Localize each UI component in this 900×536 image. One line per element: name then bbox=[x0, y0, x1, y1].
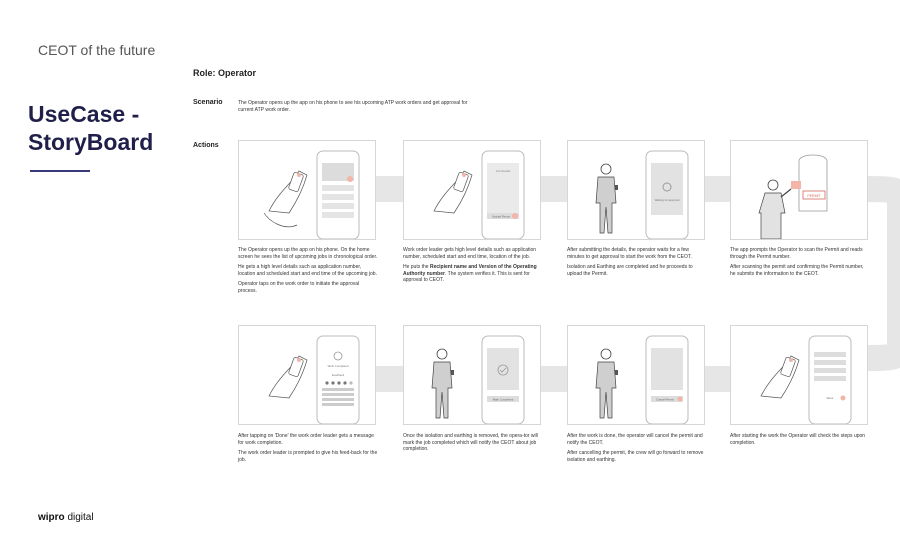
panel-7-illustration bbox=[568, 326, 704, 424]
panel-3-screen-text: Waiting for approval bbox=[654, 198, 680, 202]
panel-4-caption bbox=[730, 247, 870, 281]
panel-5-screen-top: Work Completed bbox=[327, 364, 349, 368]
role-heading: Role: Operator bbox=[193, 68, 257, 78]
title-line-1: UseCase - bbox=[28, 101, 140, 127]
panel-1-illustration bbox=[239, 141, 375, 239]
panel-3-caption bbox=[567, 247, 707, 281]
band-5 bbox=[375, 366, 405, 392]
panel-2-illustration bbox=[404, 141, 540, 239]
panel-2-text-2 bbox=[403, 264, 543, 284]
band-7 bbox=[703, 366, 733, 392]
brand-bold: wipro bbox=[38, 512, 65, 523]
panel-6-text-1: Once the isolation and earthing is removed, the opera-tor will mark the job completed which will notify the CEOT about job completion. bbox=[403, 433, 538, 452]
title-underline bbox=[30, 170, 90, 172]
panel-7-text-1: After the work is done, the operator will cancel the permit and notify the CEOT. bbox=[567, 433, 703, 446]
panel-5-screen-mid: Feedback bbox=[331, 373, 345, 377]
panel-8-screen-button: Done bbox=[826, 396, 834, 400]
panel-2-card bbox=[403, 140, 541, 240]
panel-2-caption bbox=[403, 247, 543, 288]
panel-5-card bbox=[238, 325, 376, 425]
title-line-2: StoryBoard bbox=[28, 129, 154, 155]
panel-4-sign: PERMIT bbox=[807, 194, 821, 198]
panel-2-text-2c: . The system verifies it. This is sent for approval to CEOT. bbox=[403, 270, 530, 283]
panel-1-text-1: The Operator opens up the app on his phone. On the home screen he sees the list of upcoming jobs in chronological order. bbox=[238, 247, 378, 260]
band-2 bbox=[540, 176, 570, 202]
panel-2-text-2b: Recipient name and Version of the Operating Authority number bbox=[403, 264, 537, 277]
panel-8-illustration bbox=[731, 326, 867, 424]
panel-2-screen-button: Upload Permit bbox=[492, 214, 510, 219]
panel-7-text-2: After cancelling the permit, the crew will go forward to remove isolation and earthing. bbox=[567, 450, 704, 463]
panel-7-caption bbox=[567, 433, 707, 467]
scenario-label: Scenario bbox=[193, 99, 223, 106]
panel-1-text-3: Operator taps on the work order to initiate the approval process. bbox=[238, 281, 360, 294]
panel-8-text-1: After starting the work the Operator will check the steps upon completion. bbox=[730, 433, 866, 446]
panel-3-card bbox=[567, 140, 705, 240]
panel-4-illustration bbox=[731, 141, 867, 239]
panel-8-caption bbox=[730, 433, 870, 450]
deck-subtitle: CEOT of the future bbox=[38, 42, 156, 58]
brand-logo bbox=[38, 512, 94, 523]
panel-7-screen-button: Cancel Permit bbox=[656, 397, 674, 402]
panel-2-text-1: Work order leader gets high level details such as application number, scheduled start and end time, location of the job. bbox=[403, 247, 537, 260]
brand-rest: digital bbox=[64, 512, 94, 523]
panel-6-caption bbox=[403, 433, 543, 457]
panel-5-text-1: After tapping on 'Done' the work order leader gets a message for work completion. bbox=[238, 433, 374, 446]
panel-4-card bbox=[730, 140, 868, 240]
panel-3-text-1: After submitting the details, the operator waits for a few minutes to get approval to start the work from the CEOT. bbox=[567, 247, 692, 260]
band-3 bbox=[703, 176, 733, 202]
panel-8-card bbox=[730, 325, 868, 425]
panel-1-card bbox=[238, 140, 376, 240]
actions-label: Actions bbox=[193, 142, 219, 149]
panel-6-screen-button: Mark Completed bbox=[492, 397, 514, 402]
panel-3-illustration bbox=[568, 141, 704, 239]
panel-5-illustration bbox=[239, 326, 375, 424]
panel-1-caption bbox=[238, 247, 378, 298]
panel-1-text-2: He gets a high level details such as application number, location and scheduled start and end time of the upcoming job. bbox=[238, 264, 377, 277]
panel-3-text-2: Isolation and Earthing are completed and he proceeds to upload the Permit. bbox=[567, 264, 693, 277]
band-1 bbox=[375, 176, 405, 202]
panel-5-text-2: The work order leader is prompted to give his feed-back for the job. bbox=[238, 450, 378, 463]
panel-6-illustration bbox=[404, 326, 540, 424]
panel-4-text-1: The app prompts the Operator to scan the Permit and reads through the Permit number. bbox=[730, 247, 863, 260]
panel-5-caption bbox=[238, 433, 378, 467]
panel-6-card bbox=[403, 325, 541, 425]
panel-4-text-2: After scanning the permit and confirming the Permit number, he submits the information to the CEOT. bbox=[730, 264, 864, 277]
panel-2-screen-top: Job Details bbox=[495, 169, 511, 173]
panel-2-text-2a: He puts the bbox=[403, 264, 430, 270]
panel-7-card bbox=[567, 325, 705, 425]
page-title bbox=[28, 100, 188, 156]
scenario-text: The Operator opens up the app on his phone to see his upcoming ATP work orders and get approval for current ATP work order. bbox=[238, 100, 468, 113]
band-6 bbox=[540, 366, 570, 392]
